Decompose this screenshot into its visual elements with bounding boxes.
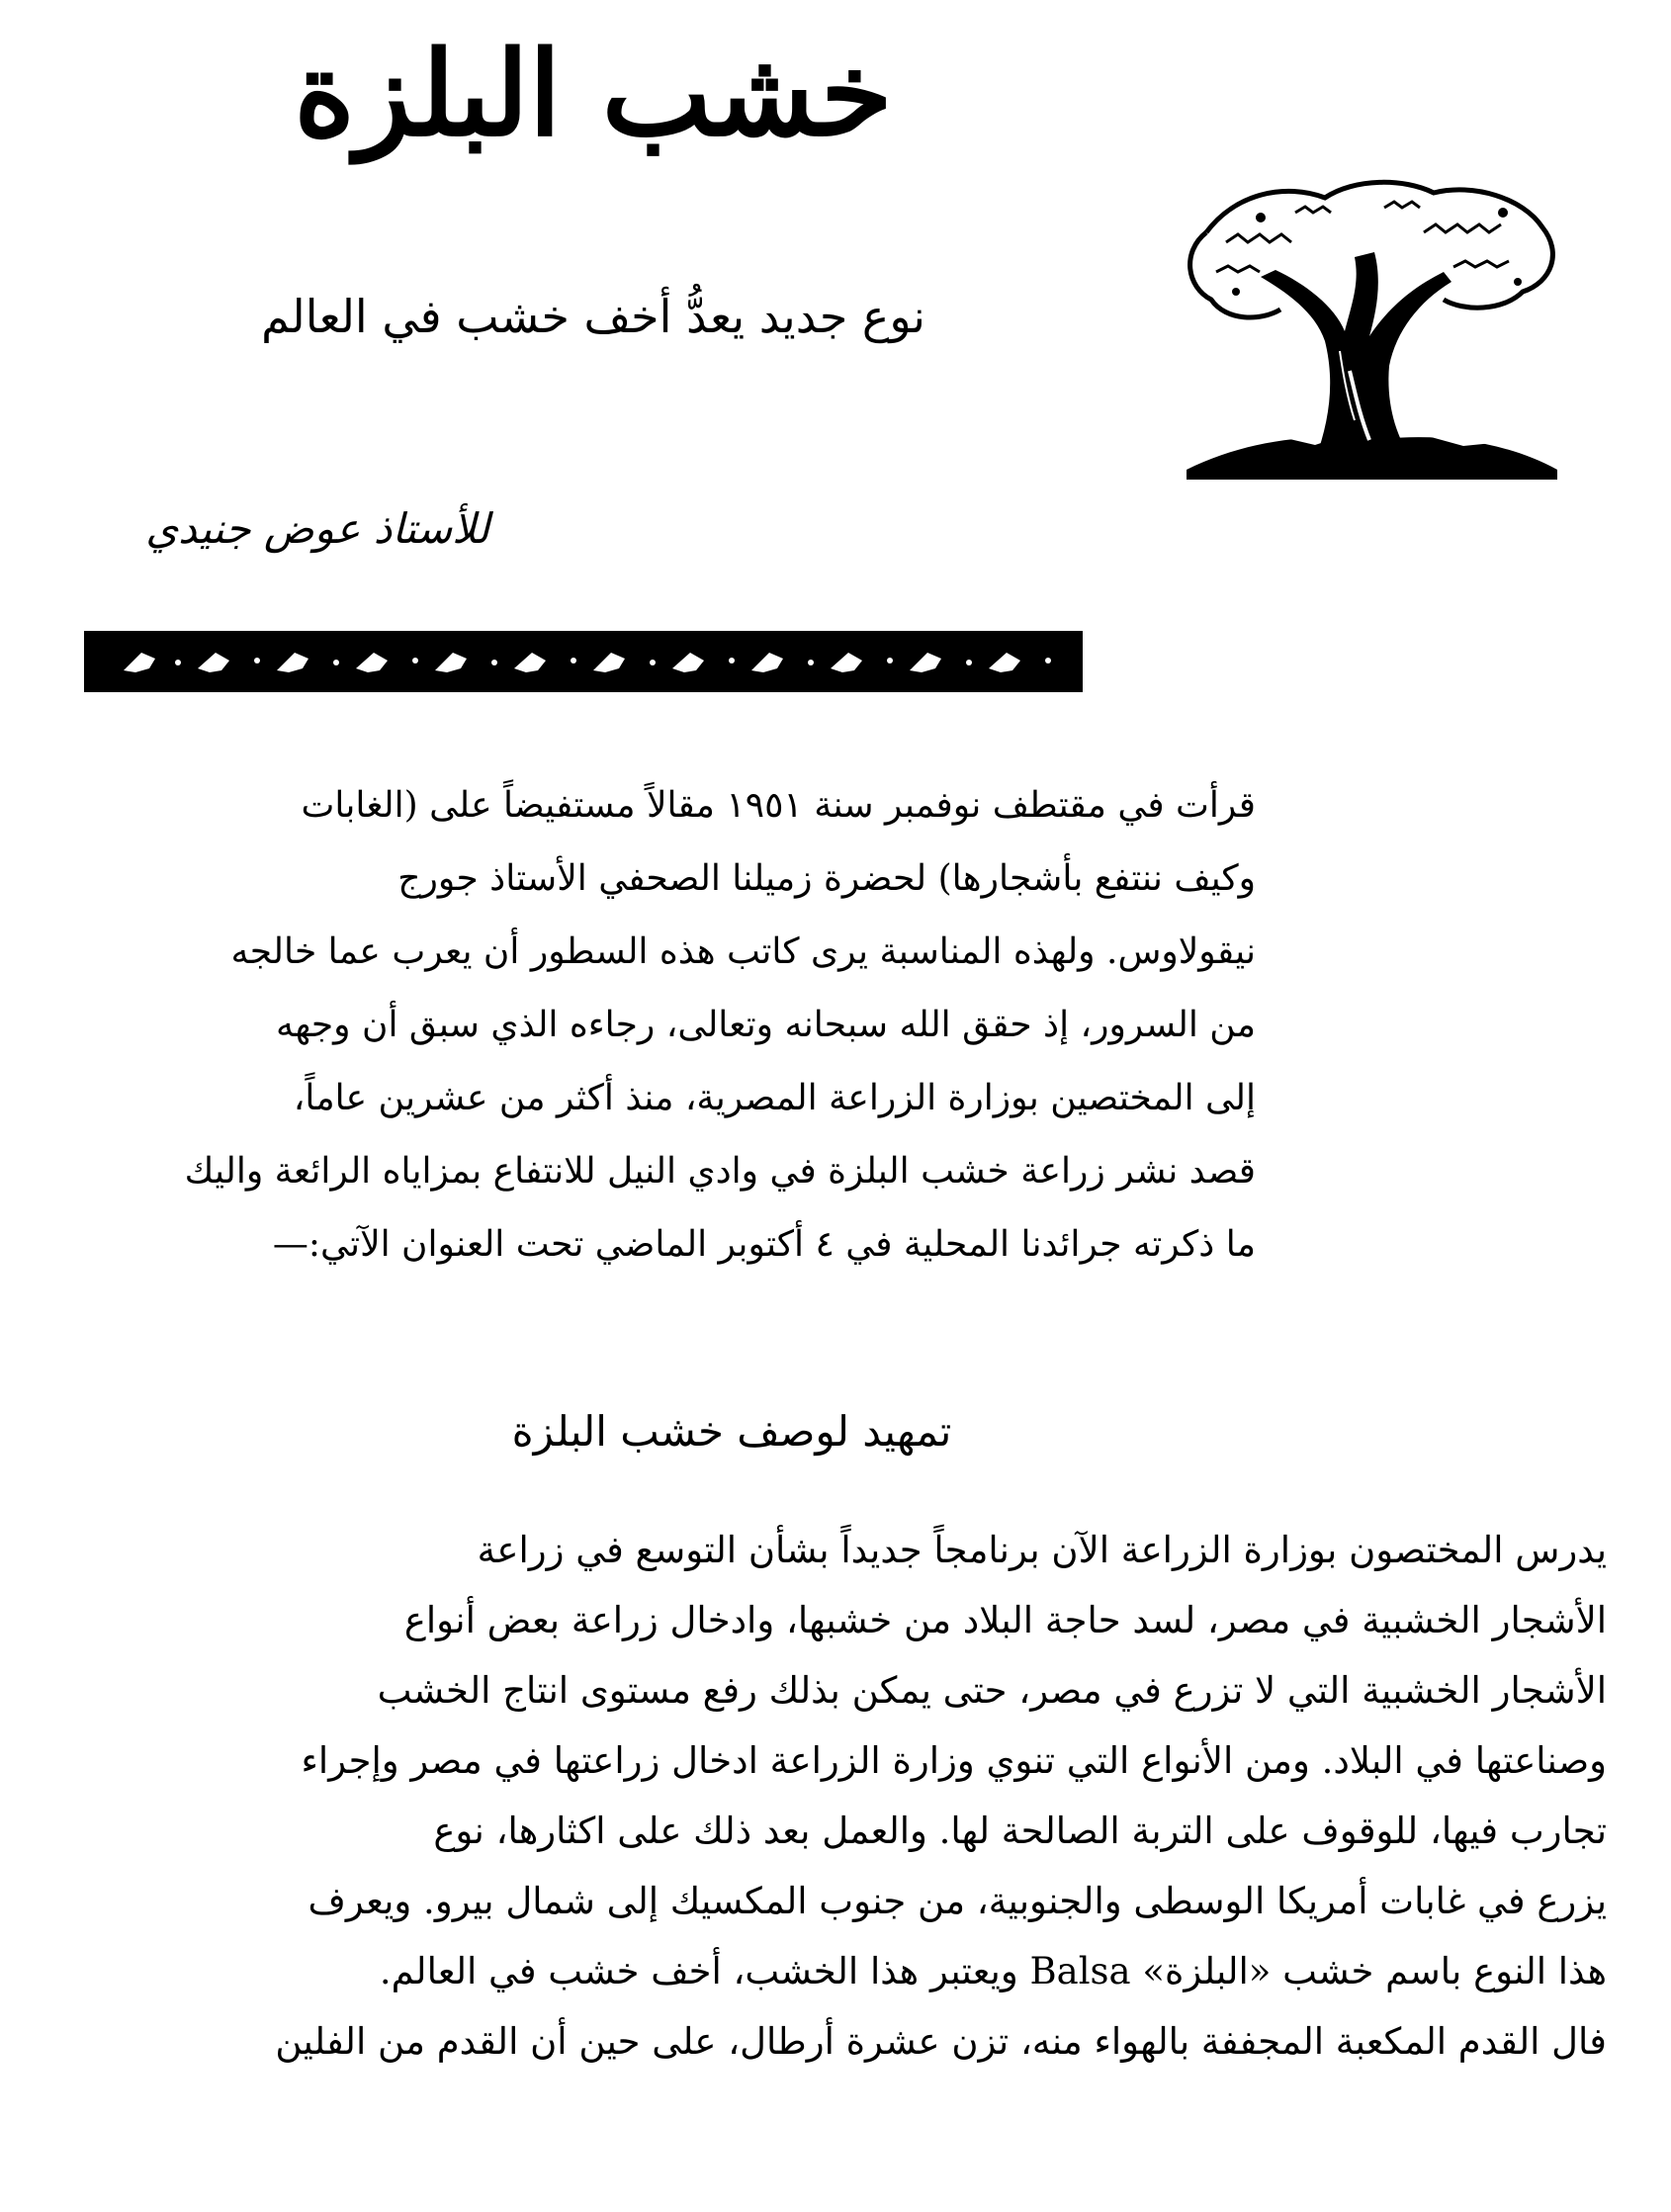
leaf-ornament-band: [84, 631, 1083, 692]
text-line: وصناعتها في البلاد. ومن الأنواع التي تنوي وزارة الزراعة ادخال زراعتها في مصر وإجراء: [301, 1739, 1607, 1782]
body-paragraph: [69, 1515, 1607, 2077]
text-line: من السرور، إذ حقق الله سبحانه وتعالى، رجاءه الذي سبق أن وجهه: [276, 1005, 1256, 1045]
text-line: قرأت في مقتطف نوفمبر سنة ١٩٥١ مقالاً مستفيضاً على (الغابات: [301, 785, 1256, 826]
text-line: يزرع في غابات أمريكا الوسطى والجنوبية، من جنوب المكسيك إلى شمال بيرو. ويعرف: [308, 1880, 1607, 1922]
text-line: الأشجار الخشبية التي لا تزرع في مصر، حتى يمكن بذلك رفع مستوى انتاج الخشب: [377, 1669, 1607, 1712]
text-line: نيقولاوس. ولهذه المناسبة يرى كاتب هذه السطور أن يعرب عما خالجه: [230, 931, 1256, 972]
tree-illustration: [1167, 173, 1572, 489]
text-line: هذا النوع باسم خشب «البلزة» Balsa ويعتبر هذا الخشب، أخف خشب في العالم.: [379, 1950, 1607, 1992]
text-line: قصد نشر زراعة خشب البلزة في وادي النيل للانتفاع بمزاياه الرائعة واليك: [184, 1151, 1256, 1192]
text-line: فال القدم المكعبة المجففة بالهواء منه، تزن عشرة أرطال، على حين أن القدم من الفلين: [275, 2020, 1607, 2063]
author-byline: للأستاذ عوض جنيدي: [145, 504, 489, 553]
text-line: الأشجار الخشبية في مصر، لسد حاجة البلاد من خشبها، وادخال زراعة بعض أنواع: [403, 1599, 1607, 1641]
text-line: ما ذكرته جرائدنا المحلية في ٤ أكتوبر الماضي تحت العنوان الآتي:—: [272, 1224, 1256, 1265]
article-subtitle: نوع جديد يعدُّ أخف خشب في العالم: [261, 290, 925, 343]
text-line: إلى المختصين بوزارة الزراعة المصرية، منذ أكثر من عشرين عاماً،: [293, 1078, 1256, 1118]
text-line: وكيف ننتفع بأشجارها) لحضرة زميلنا الصحفي الأستاذ جورج: [397, 858, 1256, 899]
section-heading: تمهيد لوصف خشب البلزة: [511, 1407, 952, 1456]
intro-paragraph: [69, 769, 1256, 1282]
text-line: تجارب فيها، للوقوف على التربة الصالحة لها. والعمل بعد ذلك على اكثارها، نوع: [433, 1810, 1607, 1852]
text-line: يدرس المختصون بوزارة الزراعة الآن برنامجاً جديداً بشأن التوسع في زراعة: [477, 1529, 1607, 1571]
article-title: خشب البلزة: [294, 25, 893, 162]
